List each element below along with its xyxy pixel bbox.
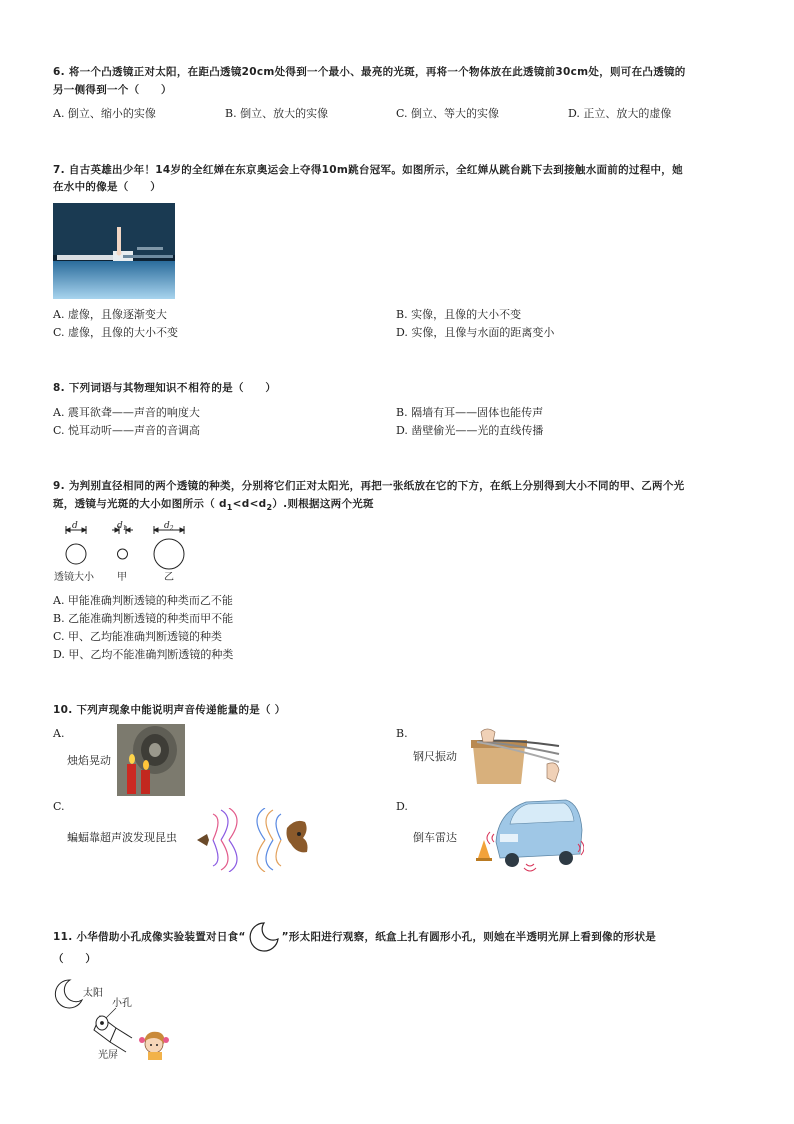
q9-option-d[interactable]: D. 甲、乙均不能准确判断透镜的种类 xyxy=(53,648,234,661)
q11-stem-part-a: 11. 小华借助小孔成像实验装置对日食“ xyxy=(53,931,246,943)
q9-figure xyxy=(53,520,193,586)
fig-d2 xyxy=(164,521,174,532)
q10-option-d-letter[interactable]: D. xyxy=(396,800,408,813)
q7-stem-line1: 7. 自古英雄出少年！14岁的全红婵在东京奥运会上夺得10m跳台冠军。如图所示，全红婵从跳台跳下去到接触水面前的过程中，她 xyxy=(53,164,683,176)
q7-option-b[interactable]: B. 实像，且像的大小不变 xyxy=(396,308,522,321)
q7-option-a[interactable]: A. 虚像，且像逐渐变大 xyxy=(53,308,167,321)
q10-option-d-caption: 倒车雷达 xyxy=(413,831,457,844)
q6-option-b[interactable]: B. 倒立、放大的实像 xyxy=(225,107,329,120)
q9-option-b[interactable]: B. 乙能准确判断透镜的种类而甲不能 xyxy=(53,612,234,625)
fig-hole-label: 小孔 xyxy=(112,998,132,1009)
fig-jia-label: 甲 xyxy=(117,572,127,583)
q10-option-c-letter[interactable]: C. xyxy=(53,800,65,813)
q9-line2-prefix: 斑，透镜与光斑的大小如图所示（ d xyxy=(53,498,227,510)
q9-option-c[interactable]: C. 甲、乙均能准确判断透镜的种类 xyxy=(53,630,223,643)
q9-stem-line2 xyxy=(53,494,374,518)
fig-d1 xyxy=(117,521,127,532)
q8-stem-suffix: 的是（ ） xyxy=(211,382,277,394)
q6-option-c[interactable]: C. 倒立、等大的实像 xyxy=(396,107,500,120)
diver-photo xyxy=(53,203,175,299)
q7-stem-line2: 在水中的像是（ ） xyxy=(53,181,161,193)
q8-option-d[interactable]: D. 凿壁偷光——光的直线传播 xyxy=(396,424,544,437)
fig-d: d xyxy=(72,521,78,531)
q10-option-a-letter[interactable]: A. xyxy=(53,727,65,740)
q10-option-b-caption: 钢尺振动 xyxy=(413,750,457,763)
fig-lens-label: 透镜大小 xyxy=(54,572,94,583)
eclipse-sun-icon xyxy=(248,921,280,953)
fig-d2-letter: d xyxy=(164,521,170,531)
q8-option-b[interactable]: B. 隔墙有耳——固体也能传声 xyxy=(396,406,544,419)
ruler-vibration-image[interactable] xyxy=(463,724,565,786)
fig-d1-sub: 1 xyxy=(122,525,127,532)
q6-option-d[interactable]: D. 正立、放大的虚像 xyxy=(568,107,672,120)
q10-stem: 10. 下列声现象中能说明声音传递能量的是（ ） xyxy=(53,704,286,716)
fig-sun-label: 太阳 xyxy=(83,988,103,999)
q7-option-d[interactable]: D. 实像，且像与水面的距离变小 xyxy=(396,326,555,339)
fig-d2-sub: 2 xyxy=(169,525,174,532)
parking-radar-image[interactable] xyxy=(468,794,584,874)
q6-stem-line1: 6. 将一个凸透镜正对太阳，在距凸透镜20cm处得到一个最小、最亮的光斑，再将一个物体放在此透镜前30cm处，则可在凸透镜的 xyxy=(53,66,686,78)
q8-stem-prefix: 8. 下列词语与其物理知识 xyxy=(53,382,177,394)
q8-option-c[interactable]: C. 悦耳动听——声音的音调高 xyxy=(53,424,201,437)
q10-option-c-caption: 蝙蝠靠超声波发现昆虫 xyxy=(67,831,177,844)
q11-stem-line2: （ ） xyxy=(53,953,97,965)
q9-sub-1: 1 xyxy=(226,503,233,513)
q11-figure xyxy=(50,972,180,1062)
q8-stem xyxy=(53,378,276,398)
q9-stem-line1: 9. 为判别直径相同的两个透镜的种类，分别将它们正对太阳光，再把一张纸放在它的下方，在纸上分别得到大小不同的甲、乙两个光 xyxy=(53,480,685,492)
fig-screen-label: 光屏 xyxy=(98,1050,118,1061)
girl-observer-icon xyxy=(139,1032,169,1060)
bat-ultrasound-image[interactable] xyxy=(195,808,313,872)
q9-line2-mid: <d<d xyxy=(232,498,267,510)
q9-sub-2: 2 xyxy=(266,503,273,513)
fig-d1-letter: d xyxy=(117,521,123,531)
q9-line2-suffix: ）.则根据这两个光斑 xyxy=(272,498,374,510)
q8-option-a[interactable]: A. 震耳欲聋——声音的响度大 xyxy=(53,406,200,419)
q9-option-a[interactable]: A. 甲能准确判断透镜的种类而乙不能 xyxy=(53,594,233,607)
q11-stem-part-b: ”形太阳进行观察，纸盒上扎有圆形小孔，则她在半透明光屏上看到像的形状是 xyxy=(281,931,657,943)
q6-stem-line2: 另一侧得到一个（ ） xyxy=(53,84,172,96)
q10-option-b-letter[interactable]: B. xyxy=(396,727,408,740)
candle-speaker-image[interactable] xyxy=(117,724,185,796)
q10-option-a-caption: 烛焰晃动 xyxy=(67,754,111,767)
fig-yi-label: 乙 xyxy=(164,572,174,583)
q6-option-a[interactable]: A. 倒立、缩小的实像 xyxy=(53,107,156,120)
q8-stem-emphasis: 不相符 xyxy=(176,382,212,394)
q7-option-c[interactable]: C. 虚像，且像的大小不变 xyxy=(53,326,179,339)
q11-stem-line1 xyxy=(53,921,656,953)
